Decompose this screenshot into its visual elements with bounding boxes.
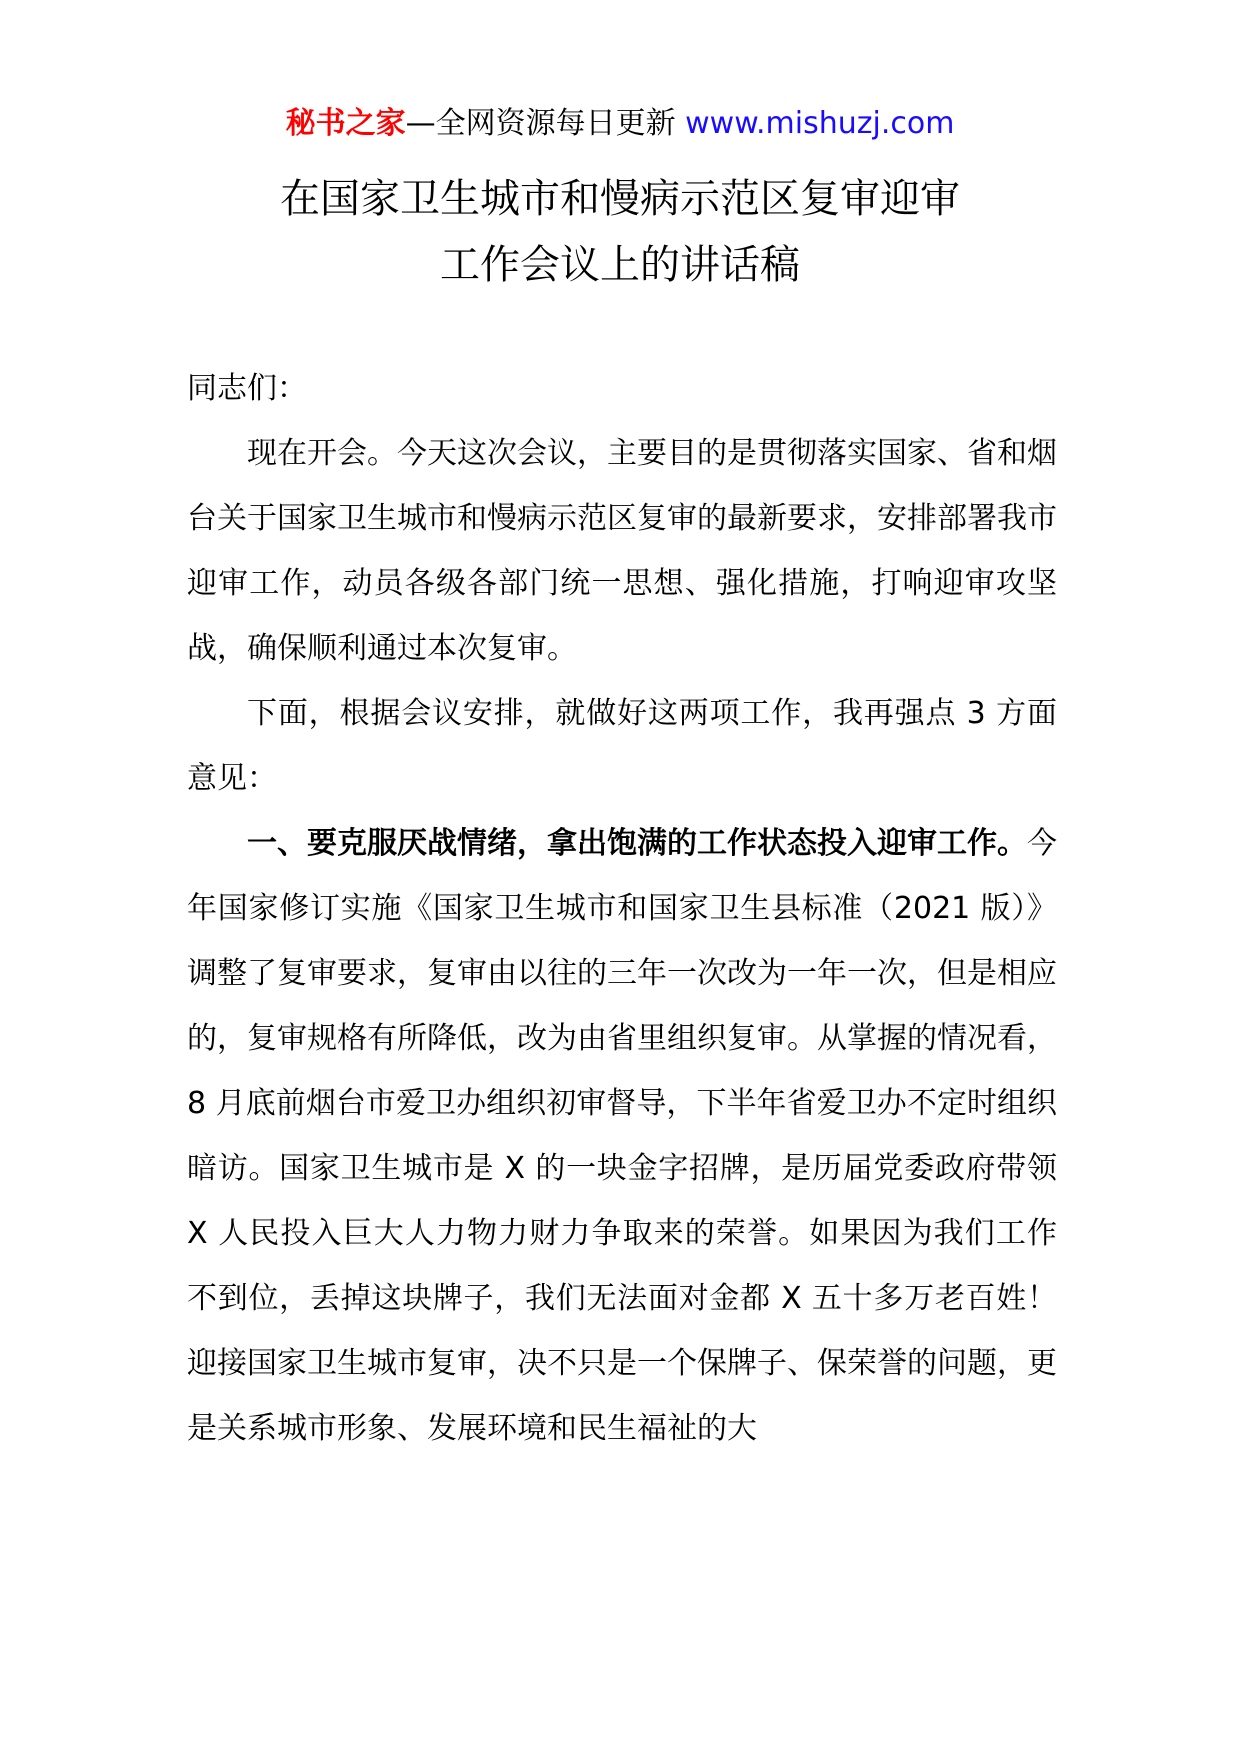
greeting: 同志们：	[187, 371, 307, 406]
paragraph-3-text: 今年国家修订实施《国家卫生城市和国家卫生县标准（2021 版）》调整了复审要求，复审由以往的三年一次改为一年一次，但是相应的，复审规格有所降低，改为由省里组织复审。从掌握的情况看，8 月底前烟台市爱卫办组织初审督导，下半年省爱卫办不定时组织暗访。国家卫生城市是 X 的一块金字招牌，是历届党委政府带领 X 人民投入巨大人力物力财力争取来的荣誉。如果因为我们工作不到位，丢掉这块牌子，我们无法面对金都 X 五十多万老百姓！迎接国家卫生城市复审，决不只是一个保牌子、保荣誉的问题，更是关系城市形象、发展环境和民生福祉的大	[187, 826, 1057, 1446]
title-line-2: 工作会议上的讲话稿	[440, 242, 800, 288]
document-body	[187, 356, 1057, 1461]
site-header	[0, 104, 1240, 144]
brand-name: 秘书之家	[285, 106, 406, 141]
document-title	[0, 166, 1240, 298]
paragraph-1: 现在开会。今天这次会议，主要目的是贯彻落实国家、省和烟台关于国家卫生城市和慢病示范区复审的最新要求，安排部署我市迎审工作，动员各级各部门统一思想、强化措施，打响迎审攻坚战，确保顺利通过本次复审。	[187, 436, 1057, 666]
title-line-1: 在国家卫生城市和慢病示范区复审迎审	[280, 176, 960, 222]
paragraph-3	[187, 811, 1057, 1461]
site-url-link[interactable]: www.mishuzj.com	[685, 106, 955, 141]
section-heading-1: 一、要克服厌战情绪，拿出饱满的工作状态投入迎审工作。	[247, 826, 1027, 861]
header-tagline: —全网资源每日更新	[405, 106, 686, 141]
paragraph-2: 下面，根据会议安排，就做好这两项工作，我再强点 3 方面意见：	[187, 696, 1057, 796]
